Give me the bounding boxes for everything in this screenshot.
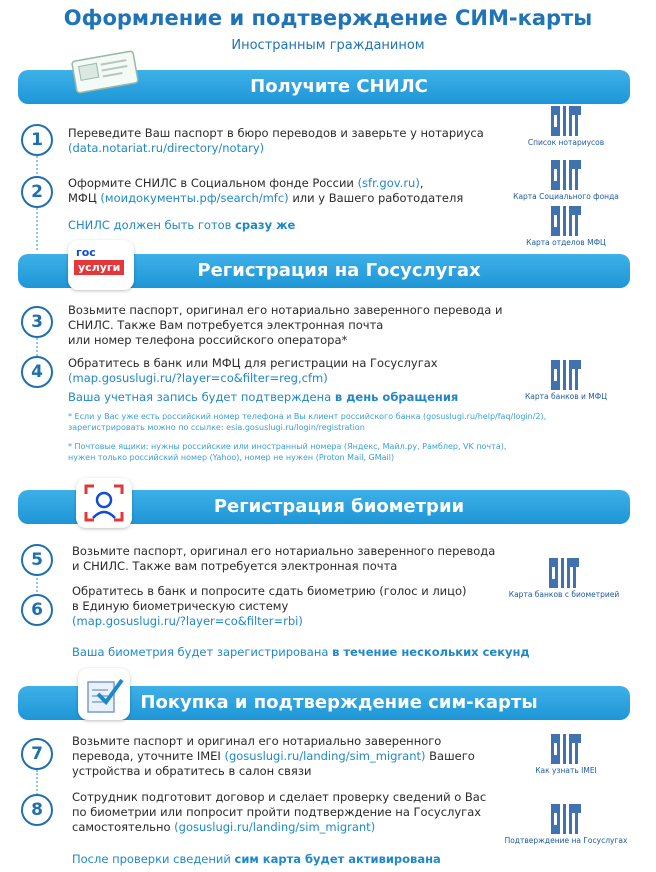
qr-mfc[interactable]: Карта отделов МФЦ xyxy=(496,206,636,247)
step-number-8: 8 xyxy=(21,794,53,826)
qr-code-icon xyxy=(551,360,581,390)
banner-biometrics: Регистрация биометрии xyxy=(18,490,630,524)
banner-snils: Получите СНИЛС xyxy=(18,70,630,104)
qr-notary[interactable]: Список нотариусов xyxy=(496,106,636,147)
qr-banks-mfc[interactable]: Карта банков и МФЦ xyxy=(496,360,636,401)
step-number-5: 5 xyxy=(21,544,53,576)
step-number-6: 6 xyxy=(21,594,53,626)
gosuslugi-map-link[interactable]: (map.gosuslugi.ru/?layer=co&filter=reg,cfm) xyxy=(68,371,328,385)
qr-code-icon xyxy=(551,160,581,190)
step-2-text: Оформите СНИЛС в Социальном фонде России (sfr.gov.ru), МФЦ (моидокументы.рф/search/mfc) или у Вашего работодателя xyxy=(68,176,464,205)
qr-sfr[interactable]: Карта Социального фонда xyxy=(496,160,636,201)
step-6-text: Обратитесь в банк и попросите сдать биометрию (голос и лицо) в Единую биометрическую систему (map.gosuslugi.ru/?layer=co&filter=rbi) xyxy=(72,584,467,628)
banner-gosuslugi: Регистрация на Госуслугах xyxy=(18,254,630,288)
face-scan-icon xyxy=(76,478,132,528)
document-card-icon xyxy=(66,50,144,94)
biometrics-map-link[interactable]: (map.gosuslugi.ru/?layer=co&filter=rbi) xyxy=(72,614,303,628)
gosuslugi-logo-icon: гос услуги xyxy=(68,240,134,290)
page-title: Оформление и подтверждение СИМ-карты xyxy=(63,6,593,30)
step-number-2: 2 xyxy=(21,176,53,208)
step-8-text: Сотрудник подготовит договор и сделает проверку сведений о Вас по биометрии или попросит пройти подтверждение на Госуслугах самостоятельно (gosuslugi.ru/landing/sim_migrant) xyxy=(72,790,487,834)
qr-imei[interactable]: Как узнать IMEI xyxy=(496,734,636,775)
banner-sim: Покупка и подтверждение сим-карты xyxy=(18,686,630,720)
qr-code-icon xyxy=(551,734,581,764)
step-3-text: Возьмите паспорт, оригинал его нотариально заверенного перевода и СНИЛС. Также Вам потребуется электронная почта или номер телефона российского оператора* xyxy=(68,303,503,347)
step-number-7: 7 xyxy=(21,738,53,770)
step-number-3: 3 xyxy=(21,306,53,338)
biometrics-note: Ваша биометрия будет зарегистрирована в течение нескольких секунд xyxy=(72,645,530,659)
page-subtitle: Иностранным гражданином xyxy=(231,38,425,53)
qr-code-icon xyxy=(551,804,581,834)
step-number-4: 4 xyxy=(21,356,53,388)
step-1-text: Переведите Ваш паспорт в бюро переводов и заверьте у нотариуса (data.notariat.ru/directory/notary) xyxy=(68,126,484,155)
gosuslugi-note: Ваша учетная запись будет подтверждена в день обращения xyxy=(68,390,459,404)
sim-note: После проверки сведений сим карта будет активирована xyxy=(72,852,441,866)
footnote-phone: * Если у Вас уже есть российский номер телефона и Вы клиент российского банка (gosuslugi.ru/help/faq/login/2), зарегистрировать можно по ссылке: esia.gosuslugi.ru/login/registration xyxy=(68,412,547,432)
sfr-link[interactable]: (sfr.gov.ru) xyxy=(357,176,420,190)
qr-code-icon xyxy=(549,558,579,588)
notary-link[interactable]: (data.notariat.ru/directory/notary) xyxy=(68,141,265,155)
snils-note: СНИЛС должен быть готов сразу же xyxy=(68,218,296,232)
qr-banks-biometrics[interactable]: Карта банков с биометрией xyxy=(494,558,634,599)
step-number-1: 1 xyxy=(21,124,53,156)
qr-gosuslugi-confirm[interactable]: Подтверждение на Госуслугах xyxy=(496,804,636,845)
qr-code-icon xyxy=(551,206,581,236)
mfc-link[interactable]: (моидокументы.рф/search/mfc) xyxy=(100,191,289,205)
checked-document-icon xyxy=(78,668,130,720)
step-7-text: Возьмите паспорт и оригинал его нотариально заверенного перевода, уточните IMEI (gosuslugi.ru/landing/sim_migrant) Вашего устройства и обратитесь в салон связи xyxy=(72,734,475,778)
imei-link[interactable]: (gosuslugi.ru/landing/sim_migrant) xyxy=(224,749,426,763)
step-4-text: Обратитесь в банк или МФЦ для регистрации на Госуслугах (map.gosuslugi.ru/?layer=co&filter=reg,cfm) xyxy=(68,356,438,385)
step-5-text: Возьмите паспорт, оригинал его нотариально заверенного перевода и СНИЛС. Также вам потребуется электронная почта xyxy=(72,544,496,573)
qr-code-icon xyxy=(551,106,581,136)
sim-migrant-link[interactable]: (gosuslugi.ru/landing/sim_migrant) xyxy=(174,820,376,834)
footnote-mail: * Почтовые ящики: нужны российские или иностранный номера (Яндекс, Майл.ру, Рамблер, VK почта), нужен только российский номер (Yahoo), номер не нужен (Proton Mail, GMail) xyxy=(68,442,507,462)
